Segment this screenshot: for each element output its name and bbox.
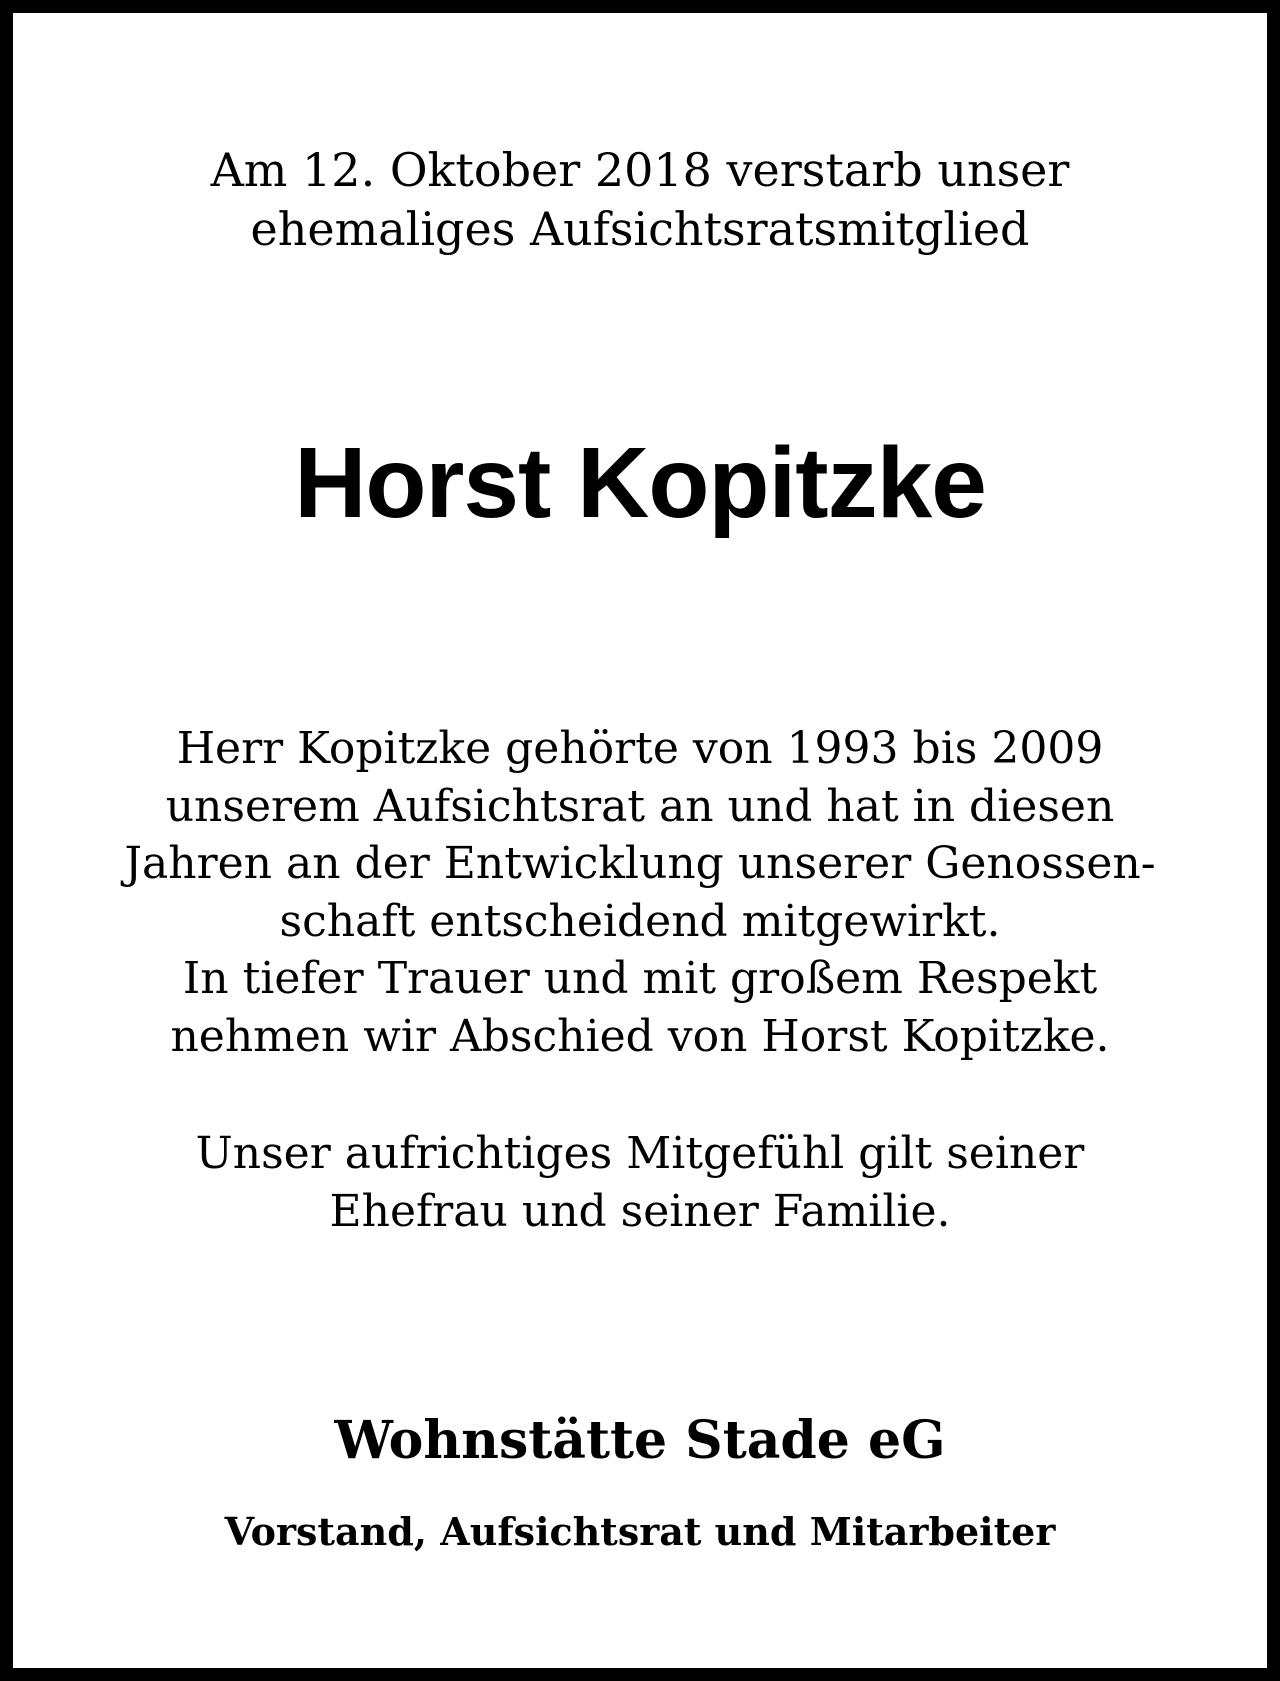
tribute-line: In tiefer Trauer und mit großem Respekt [182, 953, 1098, 1004]
condolence-line: Unser aufrichtiges Mitgefühl gilt seiner [195, 1128, 1085, 1179]
signers-line: Vorstand, Aufsichtsrat und Mitarbeiter [224, 1509, 1056, 1554]
deceased-name: Horst Kopitzke [294, 427, 986, 539]
tribute-line: nehmen wir Abschied von Horst Kopitzke. [170, 1010, 1110, 1062]
condolence-line: Ehefrau und seiner Familie. [329, 1185, 951, 1237]
tribute-line: Herr Kopitzke gehörte von 1993 bis 2009 [176, 723, 1104, 774]
tribute-line: unserem Aufsichtsrat an und hat in diesen [165, 780, 1115, 832]
intro-line: ehemaliges Aufsichtsratsmitglied [250, 202, 1030, 256]
tribute-line: schaft entscheidend mitgewirkt. [279, 895, 1001, 947]
intro-text [13, 141, 1267, 259]
organization-name: Wohnstätte Stade eG [334, 1410, 946, 1471]
intro-line: Am 12. Oktober 2018 verstarb unser [210, 143, 1070, 197]
tribute-line: Jahren an der Entwicklung unserer Genossen- [124, 838, 1156, 889]
condolence-text [13, 1125, 1267, 1240]
tribute-text [13, 720, 1267, 1065]
